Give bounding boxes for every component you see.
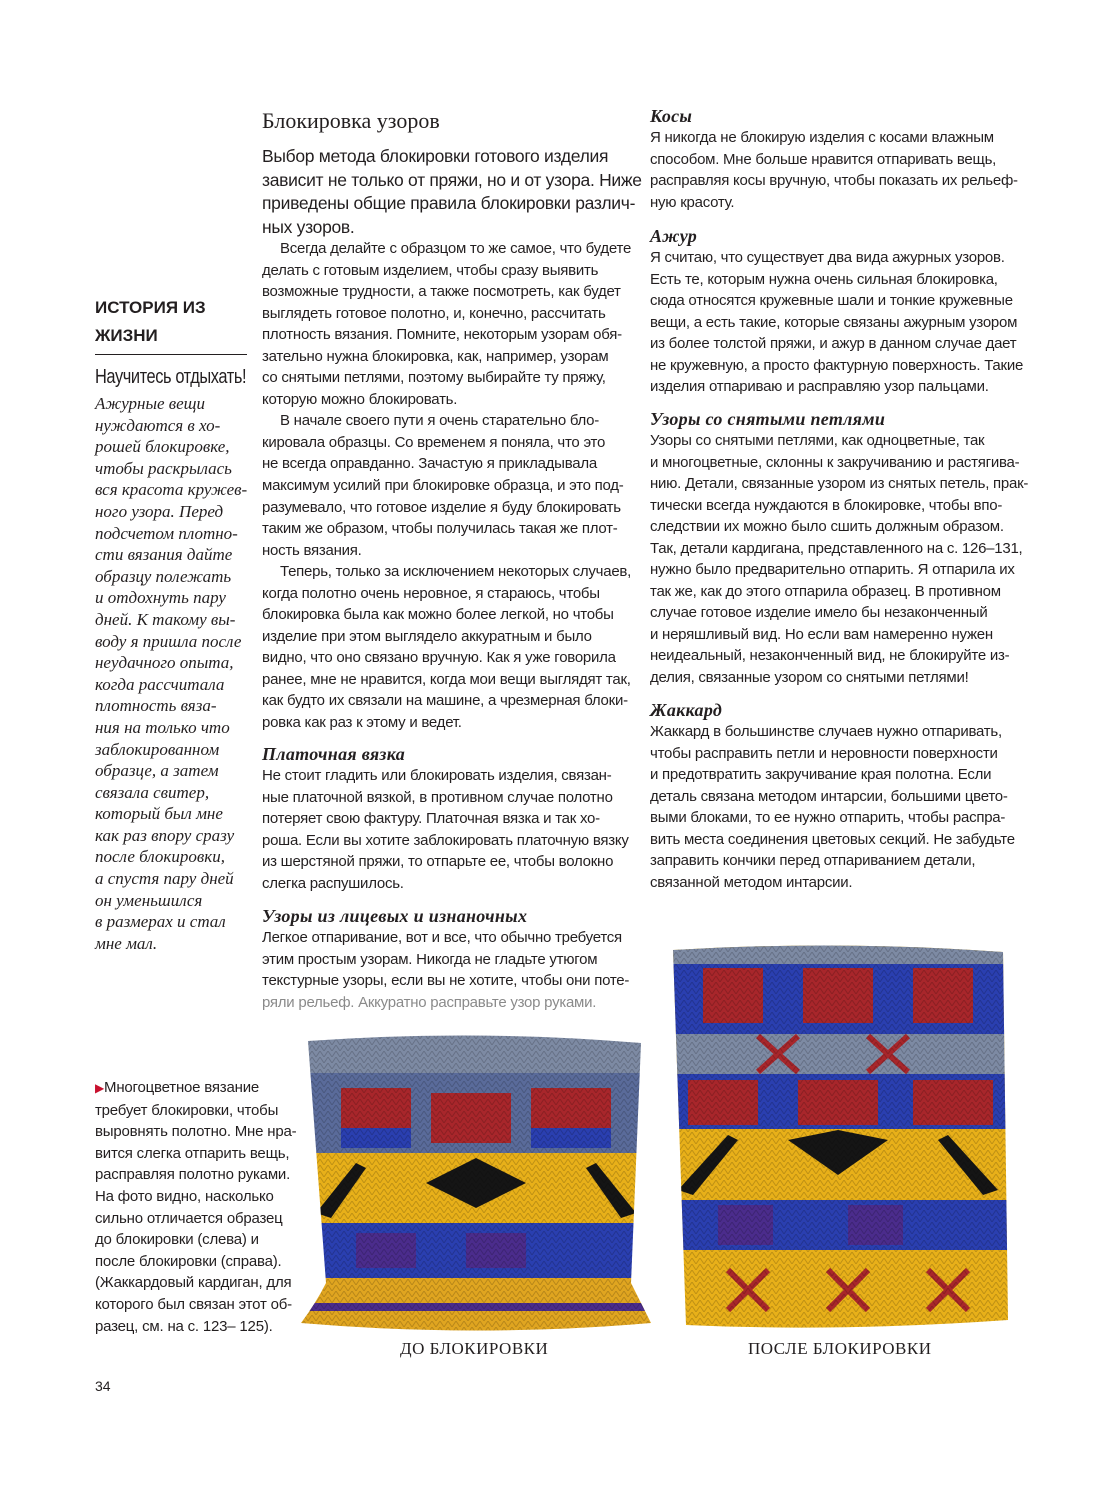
text-line: которую можно блокировать. [262, 390, 458, 408]
text-line: ных узоров. [262, 216, 355, 237]
text-line: Ажурные вещи [95, 394, 206, 413]
text-line: ния на только что [95, 717, 230, 737]
text-line: мне мал. [95, 933, 158, 953]
text-line: нию. Детали, связанные узором из снятых петель, прак- [650, 475, 1029, 493]
text-line: роша. Если вы хотите заблокировать платочную вязку [262, 831, 629, 849]
text-line: Легкое отпаривание, вот и все, что обычно требуется [262, 929, 622, 946]
text-line: текстурные узоры, если вы не хотите, чтобы они поте- [262, 972, 630, 990]
text-line: расправляя полотно руками. [95, 1166, 291, 1184]
text-line: тически всегда нуждаются в блокировке, чтобы впо- [650, 496, 1003, 514]
text-line: образцу полежать [95, 566, 232, 586]
text-line: этим простым узорам. Никогда не гладьте утюгом [262, 950, 598, 968]
text-line: способом. Мне больше нравится отпаривать вещь, [650, 150, 997, 168]
page-title: Блокировка узоров [262, 108, 440, 133]
text-line: Не стоит гладить или блокировать изделия, связан- [262, 767, 612, 784]
text-line: Узоры со снятыми петлями, как одноцветные, так [650, 432, 985, 449]
page-number: 34 [95, 1378, 111, 1394]
before-blocking-label: ДО БЛОКИРОВКИ [400, 1339, 549, 1358]
text-line: не кружевную, а просто фактурную поверхность. Такие [650, 356, 1024, 374]
text-line: приведены общие правила блокировки различ- [262, 193, 636, 213]
text-line: потеряет свою фактуру. Платочная вязка и так хо- [262, 810, 600, 828]
text-line: вещи, а есть такие, которые связаны ажурным узором [650, 313, 1018, 331]
text-line: плотность вяза- [95, 696, 217, 716]
text-line: сти вязания дайте [95, 545, 233, 565]
text-line: Выбор метода блокировки готового изделия [262, 146, 609, 166]
text-line: деталь связана методом интарсии, большими цвето- [650, 787, 1008, 805]
text-line: следствии их можно было сшить должным образом. [650, 518, 1004, 536]
text-line: Я никогда не блокирую изделия с косами влажным [650, 129, 994, 146]
text-line: таким же образом, чтобы получилась такая же плот- [262, 520, 618, 538]
text-line: (Жаккардовый кардиган, для [95, 1274, 292, 1292]
main-body-text [262, 238, 632, 734]
text-line: а спустя пару дней [95, 869, 234, 889]
after-blocking-label: ПОСЛЕ БЛОКИРОВКИ [748, 1339, 932, 1358]
swatch-after-photo [668, 940, 1013, 1332]
text-line: заправить кончики перед отпариванием детали, [650, 852, 976, 870]
text-line: он уменьшился [95, 890, 203, 910]
text-line: и предотвратить закручивание края полотна. Если [650, 766, 992, 784]
section-heading: Косы [650, 106, 693, 126]
text-line: которого был связан этот об- [95, 1295, 292, 1313]
section-text [650, 430, 1029, 689]
text-line: зависит не только от пряжи, но и от узора. Ниже [262, 169, 642, 190]
text-line: из более толстой пряжи, и ажур в данном случае дает [650, 335, 1017, 353]
text-line: ность вязания. [262, 541, 362, 559]
text-line: нуждаются в хо- [95, 415, 221, 435]
section-heading: Платочная вязка [262, 744, 406, 764]
sidebar-title-line: ИСТОРИЯ ИЗ [95, 298, 206, 317]
text-line: ровка как раз к этому и ведет. [262, 714, 462, 732]
text-line: дней. К такому вы- [95, 609, 236, 629]
text-line: максимум усилий при блокировке образца, и это под- [262, 477, 624, 495]
text-line: выглядеть готовое полотно, и, конечно, рассчитать [262, 304, 606, 322]
text-line: Всегда делайте с образцом то же самое, что будете [280, 240, 632, 257]
text-line: выми блоками, то ее нужно отпарить, чтобы распра- [650, 809, 1006, 827]
text-line: образце, а затем [95, 761, 219, 781]
text-line: делать с готовым изделием, чтобы сразу выявить [262, 261, 599, 279]
text-line: На фото видно, насколько [95, 1187, 274, 1205]
text-line: чтобы раскрылась [95, 458, 232, 478]
text-line: нужно было предварительно отпарить. Я отпарила их [650, 561, 1015, 579]
text-line: разец, см. на с. 123– 125). [95, 1317, 273, 1335]
sidebar-heading: Научитесь отдыхать! [95, 366, 247, 388]
text-line: вить места соединения цветовых секций. Не забудьте [650, 830, 1015, 848]
text-line: Теперь, только за исключением некоторых случаев, [280, 563, 632, 581]
text-line: ные платочной вязкой, в противном случае полотно [262, 788, 613, 806]
text-line: Жаккард в большинстве случаев нужно отпаривать, [650, 723, 1002, 740]
section-lace [650, 226, 1024, 398]
text-line: видно, что оно связано вручную. Как я уже говорила [262, 649, 616, 667]
section-heading: Жаккард [650, 700, 723, 720]
swatch-before-photo [296, 1033, 656, 1333]
text-line: Есть те, которым нужна очень сильная блокировка, [650, 270, 998, 288]
text-line: и многоцветные, склонны к закручиванию и растягива- [650, 453, 1020, 471]
text-line: со снятыми петлями, поэтому выбирайте ту пряжу, [262, 369, 606, 387]
text-line: после блокировки (справа). [95, 1252, 282, 1270]
text-line: когда рассчитала [95, 674, 225, 694]
text-line: неудачного опыта, [95, 653, 234, 673]
section-heading: Ажур [650, 226, 698, 246]
text-line: сюда относятся кружевные шали и тонкие кружевные [650, 292, 1013, 310]
text-line: разумевало, что готовое изделие я буду блокировать [262, 498, 621, 516]
text-line: блокировка была как можно более легкой, но чтобы [262, 606, 614, 624]
section-text [262, 927, 632, 1013]
intro-paragraph [262, 145, 642, 239]
caption-rest [95, 1100, 296, 1338]
text-line: связала свитер, [95, 782, 210, 802]
text-line: как будто их связали на машине, а чрезмерная блоки- [262, 692, 628, 710]
text-line: когда полотно очень неровное, я стараюсь, чтобы [262, 584, 600, 602]
text-line: до блокировки (слева) и [95, 1231, 259, 1249]
section-slip-stitch [650, 409, 1029, 689]
sidebar-title-line: ЖИЗНИ [95, 326, 158, 345]
text-line: не всегда оправданно. Зачастую я прикладывала [262, 455, 597, 473]
section-knit-purl [262, 906, 632, 1013]
text-line: ную красоту. [650, 193, 735, 211]
text-line: зательно нужна блокировка, как, например, узорам [262, 347, 609, 365]
section-cables [650, 106, 1020, 213]
text-line: слегка распушилось. [262, 874, 404, 892]
text-line: неидеальный, незаконченный вид, не блокируйте из- [650, 647, 1010, 665]
text-line: воду я пришла после [95, 631, 242, 651]
text-line: ного узора. Перед [95, 501, 224, 521]
text-line: изделие при этом выглядело аккуратным и было [262, 627, 592, 645]
text-line: делия, связанные узором со снятыми петлями! [650, 669, 969, 687]
text-line: плотность вязания. Помните, некоторым узорам обя- [262, 326, 622, 344]
text-line: который был мне [95, 804, 223, 824]
text-line: вится слегка отпарить вещь, [95, 1144, 290, 1162]
sidebar-story [95, 393, 247, 954]
text-line: Так, детали кардигана, представленного на с. 126–131, [650, 539, 1023, 557]
section-text [262, 765, 632, 894]
text-line: как раз впору сразу [95, 825, 235, 845]
text-line: так же, как до этого отпарила образец. В противном [650, 582, 1001, 600]
text-line: кировала образцы. Со временем я поняла, что это [262, 433, 606, 451]
text-line: и отдохнуть пару [95, 588, 226, 608]
text-line: требует блокировки, чтобы [95, 1101, 279, 1119]
text-line: рошей блокировке, [95, 437, 230, 457]
text-line: из шерстяной пряжи, то отпарьте ее, чтобы волокно [262, 853, 614, 871]
caption-arrow-icon: ▶ [95, 1081, 105, 1095]
text-line: заблокированном [95, 739, 220, 759]
text-line: сильно отличается образец [95, 1209, 283, 1227]
section-heading: Узоры из лицевых и изнаночных [262, 906, 528, 926]
text-line: Я считаю, что существует два вида ажурных узоров. [650, 249, 1005, 266]
text-line: в размерах и стал [95, 912, 226, 932]
text-line: ранее, мне не нравится, когда мои вещи выглядят так, [262, 670, 631, 688]
sidebar-title [95, 294, 247, 355]
text-line: выровнять полотно. Мне нра- [95, 1123, 297, 1141]
text-line: случае готовое изделие имело бы незаконченный [650, 604, 988, 622]
text-line: после блокировки, [95, 847, 225, 867]
section-text [650, 721, 1020, 893]
text-line: чтобы расправить петли и неровности поверхности [650, 744, 998, 762]
text-line: вся красота кружев- [95, 480, 248, 500]
photo-caption [95, 1077, 296, 1337]
text-line: ряли рельеф. Аккуратно расправьте узор руками. [262, 993, 597, 1011]
text-line: возможные трудности, а также посмотреть, как будет [262, 283, 621, 301]
text-line: В начале своего пути я очень старательно бло- [280, 412, 600, 430]
text-line: изделия отпариваю и расправляю узор пальцами. [650, 378, 989, 396]
text-line: связанной методом интарсии. [650, 873, 853, 891]
text-line: расправляя косы вручную, чтобы показать их рельеф- [650, 172, 1018, 190]
text-line: подсчетом плотно- [95, 523, 238, 543]
section-text [650, 247, 1024, 398]
section-platochnaya [262, 744, 632, 894]
section-text [650, 127, 1020, 213]
section-jacquard [650, 700, 1020, 893]
section-heading: Узоры со снятыми петлями [650, 409, 886, 429]
text-line: и неряшливый вид. Но если вам намеренно нужен [650, 625, 993, 643]
caption-line: Многоцветное вязание [104, 1079, 260, 1096]
